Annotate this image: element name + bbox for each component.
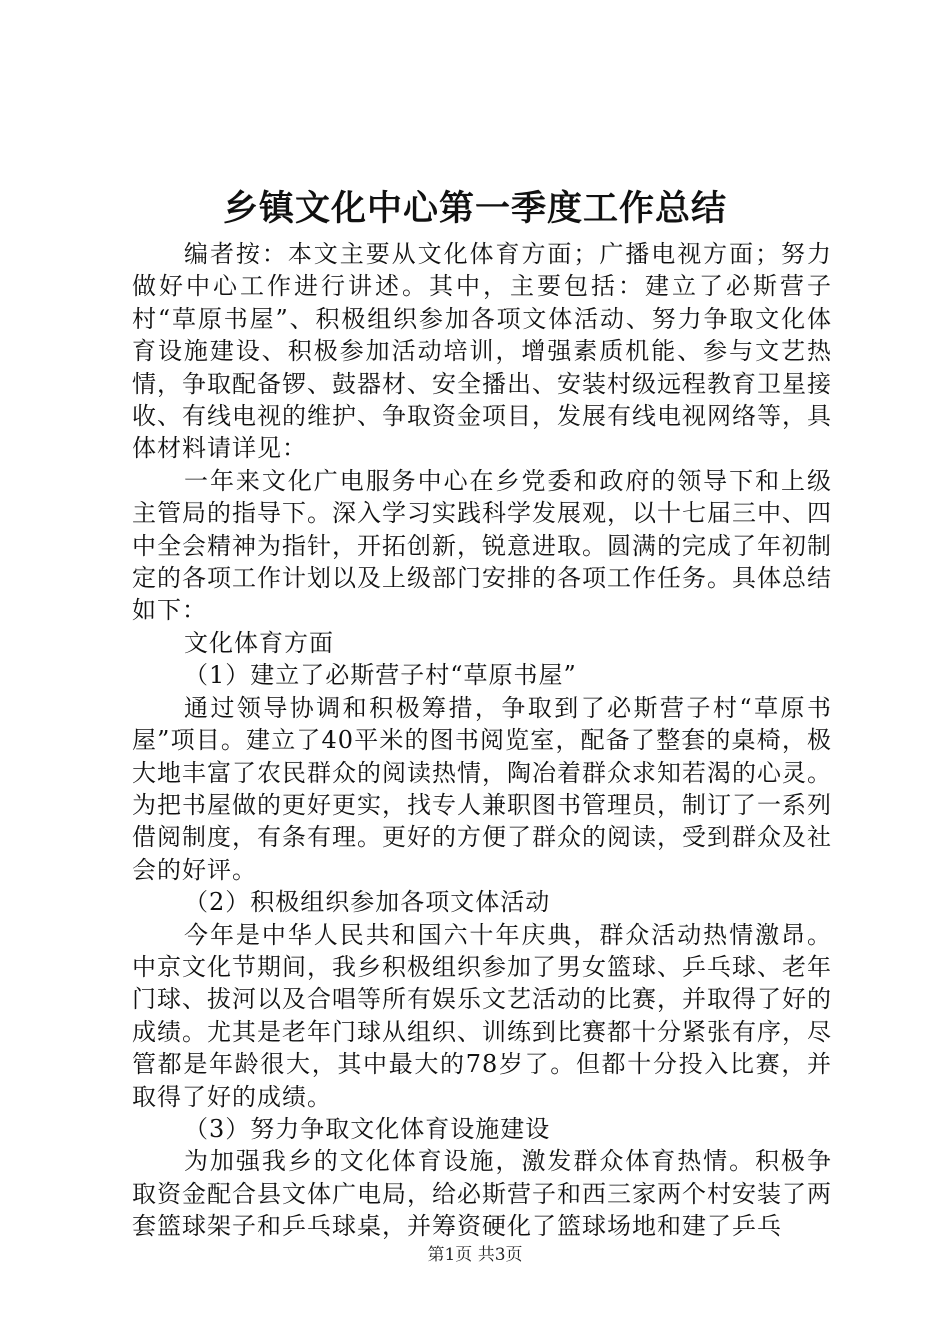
document-body bbox=[132, 238, 832, 1243]
section-heading-culture-sports: 文化体育方面 bbox=[184, 628, 334, 657]
paragraph-editor-note: 编者按：本文主要从文化体育方面；广播电视方面；努力做好中心工作进行讲述。其中，主要包括：建立了必斯营子村“草原书屋”、积极组织参加各项文体活动、努力争取文化体育设施建设、积极参加活动培训，增强素质机能、参与文艺热情，争取配备锣、鼓器材、安全播出、安装村级远程教育卫星接收、有线电视的维护、争取资金项目，发展有线电视网络等，具体材料请详见： bbox=[132, 240, 832, 463]
subheading-1: （1）建立了必斯营子村“草原书屋” bbox=[184, 661, 577, 690]
paragraph-2: 今年是中华人民共和国六十年庆典，群众活动热情激昂。中京文化节期间，我乡积极组织参加了男女篮球、乒乓球、老年门球、拔河以及合唱等所有娱乐文艺活动的比赛，并取得了好的成绩。尤其是老年门球从组织、训练到比赛都十分紧张有序，尽管都是年龄很大，其中最大的78岁了。但都十分投入比赛，并取得了好的成绩。 bbox=[132, 920, 832, 1111]
paragraph-intro: 一年来文化广电服务中心在乡党委和政府的领导下和上级主管局的指导下。深入学习实践科学发展观，以十七届三中、四中全会精神为指针，开拓创新，锐意进取。圆满的完成了年初制定的各项工作计划以及上级部门安排的各项工作任务。具体总结如下： bbox=[132, 466, 832, 625]
subheading-2: （2）积极组织参加各项文体活动 bbox=[184, 888, 551, 917]
paragraph-3: 为加强我乡的文化体育设施，激发群众体育热情。积极争取资金配合县文体广电局，给必斯营子和西三家两个村安装了两套篮球架子和乒乓球桌，并筹资硬化了篮球场地和建了乒乓 bbox=[132, 1147, 832, 1241]
document-title: 乡镇文化中心第一季度工作总结 bbox=[222, 189, 727, 229]
paragraph-1: 通过领导协调和积极筹措，争取到了必斯营子村“草原书屋”项目。建立了40平米的图书阅览室，配备了整套的桌椅，极大地丰富了农民群众的阅读热情，陶冶着群众求知若渴的心灵。为把书屋做的更好更实，找专人兼职图书管理员，制订了一系列借阅制度，有条有理。更好的方便了群众的阅读，受到群众及社会的好评。 bbox=[132, 693, 832, 884]
page-number-footer: 第1页 共3页 bbox=[427, 1245, 523, 1265]
subheading-3: （3）努力争取文化体育设施建设 bbox=[184, 1114, 551, 1143]
